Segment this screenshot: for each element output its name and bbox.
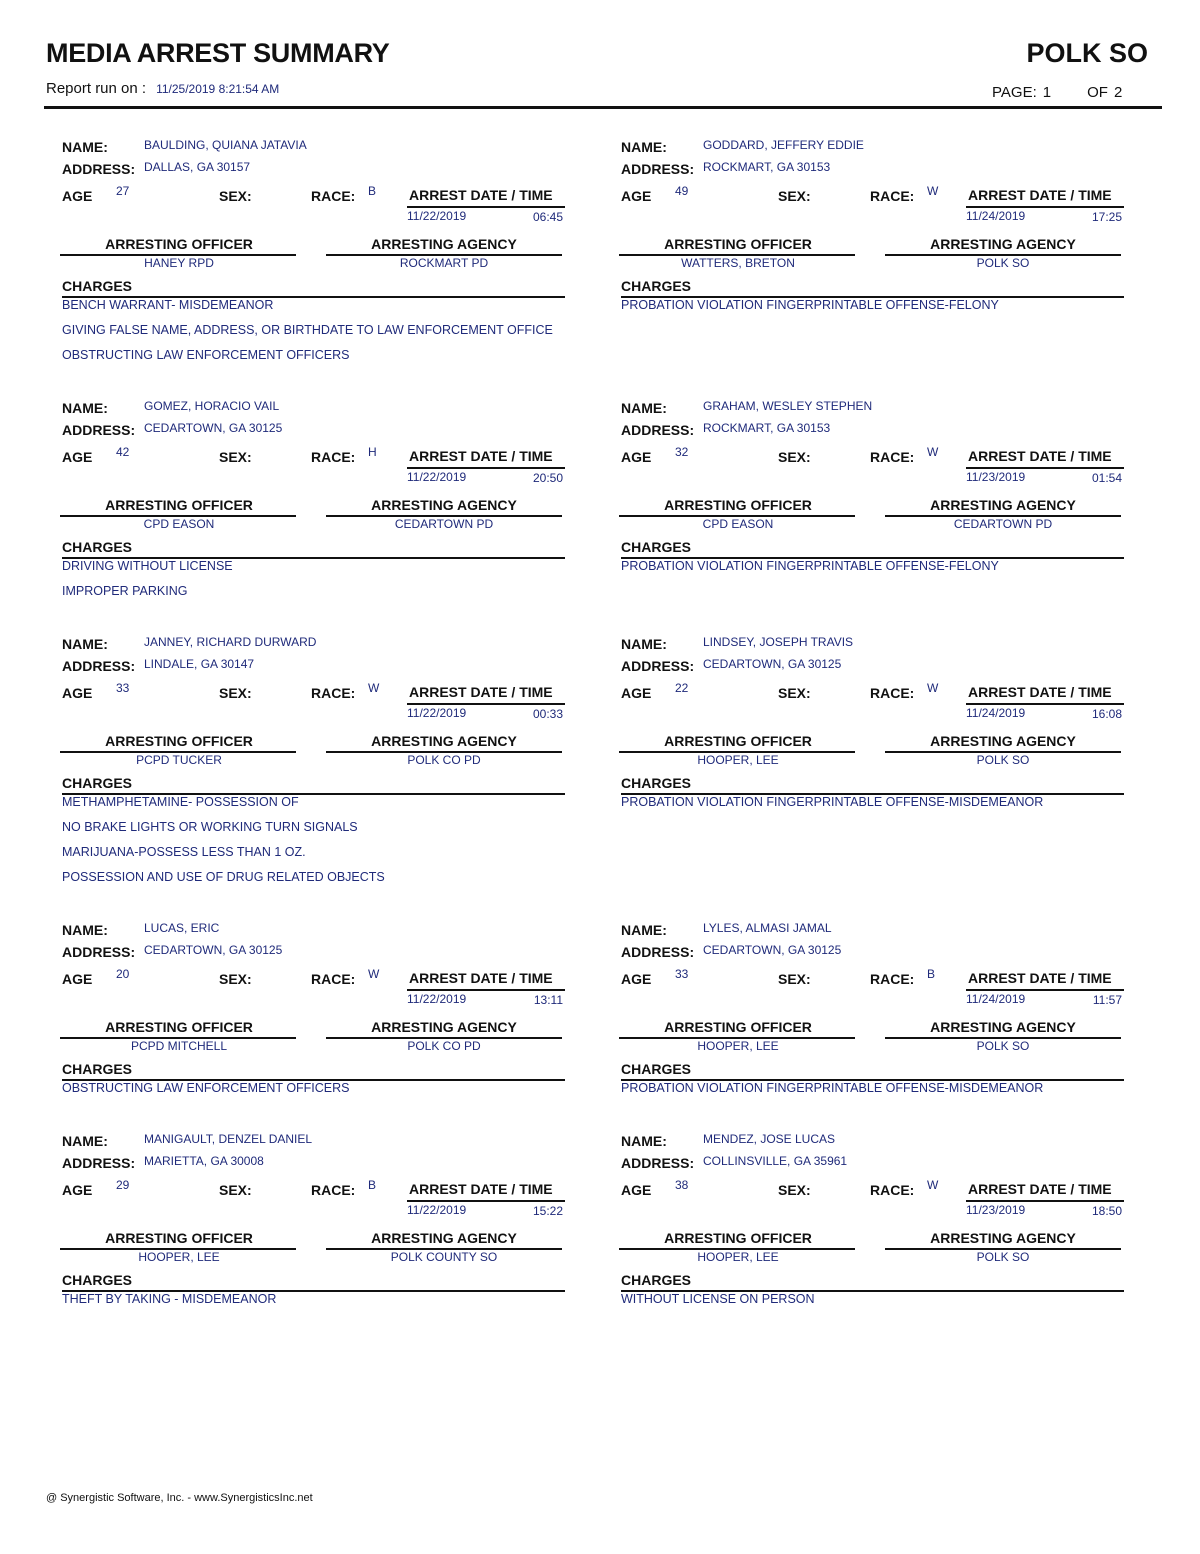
arrest-datetime-label: ARREST DATE / TIME [409, 970, 553, 986]
datetime-underline [966, 989, 1124, 991]
race-label: RACE: [311, 1182, 356, 1198]
arrestee-address: DALLAS, GA 30157 [144, 160, 251, 174]
arrest-time: 11:57 [1092, 993, 1122, 1007]
of-label: OF [1087, 84, 1108, 101]
arrestee-name: BAULDING, QUIANA JATAVIA [144, 138, 307, 152]
agency-label: ARRESTING AGENCY [371, 236, 517, 252]
arresting-agency: CEDARTOWN PD [394, 517, 494, 531]
arrestee-race: W [368, 967, 380, 981]
charges-label: CHARGES [62, 278, 133, 294]
arresting-agency: POLK COUNTY SO [390, 1250, 498, 1264]
charge-item: GIVING FALSE NAME, ADDRESS, OR BIRTHDATE TO LAW ENFORCEMENT OFFICE [62, 323, 553, 337]
arrest-time: 17:25 [1091, 210, 1122, 224]
arrestee-race: W [927, 1178, 939, 1192]
charge-item: PROBATION VIOLATION FINGERPRINTABLE OFFENSE-MISDEMEANOR [621, 1081, 1044, 1095]
charge-item: POSSESSION AND USE OF DRUG RELATED OBJECTS [62, 870, 385, 884]
arrestee-address: CEDARTOWN, GA 30125 [703, 943, 842, 957]
datetime-underline [966, 467, 1124, 469]
arresting-officer: CPD EASON [143, 517, 215, 531]
arresting-agency: CEDARTOWN PD [953, 517, 1053, 531]
address-label: ADDRESS: [621, 422, 695, 438]
officer-label: ARRESTING OFFICER [664, 1019, 812, 1035]
datetime-underline [407, 467, 565, 469]
charge-item: WITHOUT LICENSE ON PERSON [621, 1292, 815, 1306]
arrestee-address: ROCKMART, GA 30153 [703, 160, 831, 174]
arrest-datetime-label: ARREST DATE / TIME [968, 187, 1112, 203]
arrest-record [62, 131, 572, 362]
age-label: AGE [62, 1182, 93, 1198]
arrest-time: 15:22 [532, 1204, 563, 1218]
age-label: AGE [62, 971, 93, 987]
arrestee-address: CEDARTOWN, GA 30125 [703, 657, 842, 671]
sex-label: SEX: [778, 971, 811, 987]
agency-label: ARRESTING AGENCY [371, 733, 517, 749]
arrest-record [621, 392, 1131, 582]
arrestee-age: 33 [675, 967, 689, 981]
age-label: AGE [62, 188, 93, 204]
agency-label: ARRESTING AGENCY [371, 1019, 517, 1035]
age-label: AGE [62, 449, 93, 465]
address-label: ADDRESS: [62, 1155, 136, 1171]
datetime-underline [407, 703, 565, 705]
arresting-officer: HOOPER, LEE [697, 1039, 779, 1053]
address-label: ADDRESS: [62, 944, 136, 960]
charges-label: CHARGES [621, 1061, 692, 1077]
arresting-officer: WATTERS, BRETON [681, 256, 795, 270]
sex-label: SEX: [219, 1182, 252, 1198]
arrestee-age: 20 [116, 967, 130, 981]
charge-item: OBSTRUCTING LAW ENFORCEMENT OFFICERS [62, 348, 350, 362]
report-run-value: 11/25/2019 8:21:54 AM [156, 82, 280, 96]
arrestee-address: ROCKMART, GA 30153 [703, 421, 831, 435]
arrestee-age: 29 [116, 1178, 130, 1192]
arrest-record [621, 131, 1131, 321]
charge-item: MARIJUANA-POSSESS LESS THAN 1 OZ. [62, 845, 306, 859]
arresting-agency: POLK SO [976, 753, 1030, 767]
race-label: RACE: [870, 188, 915, 204]
arrest-time: 06:45 [532, 210, 563, 224]
arrest-datetime-label: ARREST DATE / TIME [409, 187, 553, 203]
report-run-label: Report run on : [46, 80, 147, 97]
name-label: NAME: [62, 1133, 108, 1149]
arrest-datetime-label: ARREST DATE / TIME [968, 970, 1112, 986]
arrestee-race: W [927, 184, 939, 198]
page-indicator [992, 84, 1128, 101]
arrestee-race: B [368, 1178, 377, 1192]
arrest-date: 11/23/2019 [966, 470, 1026, 484]
sex-label: SEX: [219, 188, 252, 204]
agency-label: ARRESTING AGENCY [930, 497, 1076, 513]
footer-credit: @ Synergistic Software, Inc. - www.SynergisticsInc.net [46, 1492, 313, 1504]
arrest-time: 01:54 [1091, 471, 1122, 485]
arresting-agency: POLK CO PD [407, 753, 481, 767]
arrest-record [621, 628, 1131, 818]
charge-item: IMPROPER PARKING [62, 584, 188, 598]
charges-label: CHARGES [62, 775, 133, 791]
charges-label: CHARGES [621, 539, 692, 555]
officer-label: ARRESTING OFFICER [105, 1019, 253, 1035]
arresting-officer: HANEY RPD [144, 256, 214, 270]
charge-item: THEFT BY TAKING - MISDEMEANOR [62, 1292, 277, 1306]
arrestee-race: B [927, 967, 936, 981]
name-label: NAME: [62, 400, 108, 416]
agency-label: ARRESTING AGENCY [371, 497, 517, 513]
name-label: NAME: [62, 636, 108, 652]
arrest-datetime-label: ARREST DATE / TIME [409, 684, 553, 700]
arrestee-name: JANNEY, RICHARD DURWARD [144, 635, 317, 649]
arrest-date: 11/24/2019 [966, 209, 1026, 223]
race-label: RACE: [311, 971, 356, 987]
charge-item: NO BRAKE LIGHTS OR WORKING TURN SIGNALS [62, 820, 358, 834]
datetime-underline [966, 1200, 1124, 1202]
address-label: ADDRESS: [621, 161, 695, 177]
arrestee-race: W [927, 445, 939, 459]
arresting-agency: POLK SO [976, 256, 1030, 270]
arrest-datetime-label: ARREST DATE / TIME [968, 448, 1112, 464]
arresting-agency: POLK CO PD [407, 1039, 481, 1053]
agency-label: ARRESTING AGENCY [930, 1230, 1076, 1246]
arrest-date: 11/22/2019 [407, 992, 467, 1006]
arresting-officer: PCPD TUCKER [136, 753, 222, 767]
charge-item: PROBATION VIOLATION FINGERPRINTABLE OFFENSE-MISDEMEANOR [621, 795, 1044, 809]
race-label: RACE: [311, 449, 356, 465]
charge-item: PROBATION VIOLATION FINGERPRINTABLE OFFENSE-FELONY [621, 298, 999, 312]
officer-label: ARRESTING OFFICER [105, 497, 253, 513]
arrestee-address: LINDALE, GA 30147 [144, 657, 255, 671]
sex-label: SEX: [778, 188, 811, 204]
page-total: 2 [1113, 84, 1123, 101]
name-label: NAME: [62, 922, 108, 938]
arrestee-race: W [927, 681, 939, 695]
arresting-agency: POLK SO [976, 1039, 1030, 1053]
arrestee-name: GOMEZ, HORACIO VAIL [144, 399, 280, 413]
charges-label: CHARGES [62, 1061, 133, 1077]
datetime-underline [966, 703, 1124, 705]
agency-header: POLK SO [1026, 38, 1148, 68]
arrestee-age: 33 [116, 681, 130, 695]
arrest-datetime-label: ARREST DATE / TIME [968, 684, 1112, 700]
address-label: ADDRESS: [62, 422, 136, 438]
charge-item: PROBATION VIOLATION FINGERPRINTABLE OFFENSE-FELONY [621, 559, 999, 573]
arrest-datetime-label: ARREST DATE / TIME [409, 448, 553, 464]
sex-label: SEX: [778, 685, 811, 701]
arrest-datetime-label: ARREST DATE / TIME [968, 1181, 1112, 1197]
arrestee-name: LINDSEY, JOSEPH TRAVIS [703, 635, 854, 649]
arrestee-name: MANIGAULT, DENZEL DANIEL [144, 1132, 313, 1146]
name-label: NAME: [621, 139, 667, 155]
datetime-underline [407, 1200, 565, 1202]
address-label: ADDRESS: [621, 658, 695, 674]
arrestee-name: GRAHAM, WESLEY STEPHEN [703, 399, 873, 413]
race-label: RACE: [311, 188, 356, 204]
arrestee-age: 22 [675, 681, 689, 695]
arresting-officer: HOOPER, LEE [138, 1250, 220, 1264]
address-label: ADDRESS: [621, 944, 695, 960]
arrest-date: 11/24/2019 [966, 706, 1026, 720]
agency-label: ARRESTING AGENCY [930, 236, 1076, 252]
arrest-time: 16:08 [1091, 707, 1122, 721]
race-label: RACE: [870, 449, 915, 465]
officer-label: ARRESTING OFFICER [105, 1230, 253, 1246]
datetime-underline [966, 206, 1124, 208]
arrestee-age: 42 [116, 445, 130, 459]
arrest-record [62, 914, 572, 1104]
report-title: MEDIA ARREST SUMMARY [46, 38, 390, 68]
arrest-record [621, 914, 1131, 1104]
arresting-officer: HOOPER, LEE [697, 753, 779, 767]
name-label: NAME: [621, 636, 667, 652]
arrest-date: 11/24/2019 [966, 992, 1026, 1006]
charges-label: CHARGES [62, 1272, 133, 1288]
age-label: AGE [621, 1182, 652, 1198]
arrest-date: 11/22/2019 [407, 209, 467, 223]
arresting-officer: PCPD MITCHELL [130, 1039, 228, 1053]
header-rule [44, 106, 1162, 109]
datetime-underline [407, 989, 565, 991]
race-label: RACE: [870, 971, 915, 987]
arrestee-address: CEDARTOWN, GA 30125 [144, 943, 283, 957]
arrest-date: 11/22/2019 [407, 1203, 467, 1217]
name-label: NAME: [621, 400, 667, 416]
arrestee-address: MARIETTA, GA 30008 [144, 1154, 264, 1168]
address-label: ADDRESS: [62, 161, 136, 177]
name-label: NAME: [62, 139, 108, 155]
address-label: ADDRESS: [621, 1155, 695, 1171]
charges-label: CHARGES [62, 539, 133, 555]
arresting-officer: HOOPER, LEE [697, 1250, 779, 1264]
arrest-record [62, 1125, 572, 1315]
page-label: PAGE: [992, 84, 1037, 101]
arrest-datetime-label: ARREST DATE / TIME [409, 1181, 553, 1197]
arrest-date: 11/23/2019 [966, 1203, 1026, 1217]
arrestee-address: CEDARTOWN, GA 30125 [144, 421, 283, 435]
sex-label: SEX: [778, 1182, 811, 1198]
charges-label: CHARGES [621, 278, 692, 294]
arrestee-age: 38 [675, 1178, 689, 1192]
officer-label: ARRESTING OFFICER [105, 236, 253, 252]
charge-item: BENCH WARRANT- MISDEMEANOR [62, 298, 274, 312]
agency-label: ARRESTING AGENCY [371, 1230, 517, 1246]
arrestee-age: 27 [116, 184, 130, 198]
arrestee-name: GODDARD, JEFFERY EDDIE [703, 138, 864, 152]
name-label: NAME: [621, 1133, 667, 1149]
officer-label: ARRESTING OFFICER [664, 236, 812, 252]
address-label: ADDRESS: [62, 658, 136, 674]
agency-label: ARRESTING AGENCY [930, 1019, 1076, 1035]
name-label: NAME: [621, 922, 667, 938]
age-label: AGE [621, 449, 652, 465]
arrest-time: 18:50 [1091, 1204, 1122, 1218]
page-number: 1 [1042, 84, 1052, 101]
charges-label: CHARGES [621, 775, 692, 791]
report-run-line [46, 80, 279, 97]
officer-label: ARRESTING OFFICER [664, 1230, 812, 1246]
arrestee-age: 49 [675, 184, 689, 198]
sex-label: SEX: [219, 971, 252, 987]
arrestee-race: B [368, 184, 377, 198]
arrest-record [62, 628, 572, 884]
arrestee-age: 32 [675, 445, 689, 459]
sex-label: SEX: [778, 449, 811, 465]
race-label: RACE: [311, 685, 356, 701]
officer-label: ARRESTING OFFICER [105, 733, 253, 749]
arrest-record [62, 392, 572, 598]
arrestee-race: W [368, 681, 380, 695]
age-label: AGE [62, 685, 93, 701]
arrestee-name: MENDEZ, JOSE LUCAS [703, 1132, 836, 1146]
arrest-record [621, 1125, 1131, 1315]
officer-label: ARRESTING OFFICER [664, 497, 812, 513]
age-label: AGE [621, 685, 652, 701]
race-label: RACE: [870, 685, 915, 701]
arresting-officer: CPD EASON [702, 517, 774, 531]
charge-item: OBSTRUCTING LAW ENFORCEMENT OFFICERS [62, 1081, 350, 1095]
arresting-agency: POLK SO [976, 1250, 1030, 1264]
arrestee-address: COLLINSVILLE, GA 35961 [703, 1154, 848, 1168]
arrest-date: 11/22/2019 [407, 470, 467, 484]
age-label: AGE [621, 971, 652, 987]
arrest-date: 11/22/2019 [407, 706, 467, 720]
arrest-time: 13:11 [533, 993, 563, 1007]
arresting-agency: ROCKMART PD [399, 256, 489, 270]
race-label: RACE: [870, 1182, 915, 1198]
charges-label: CHARGES [621, 1272, 692, 1288]
agency-label: ARRESTING AGENCY [930, 733, 1076, 749]
sex-label: SEX: [219, 685, 252, 701]
arrestee-name: LYLES, ALMASI JAMAL [703, 921, 832, 935]
arrestee-name: LUCAS, ERIC [144, 921, 220, 935]
charge-item: DRIVING WITHOUT LICENSE [62, 559, 233, 573]
age-label: AGE [621, 188, 652, 204]
arrest-time: 20:50 [532, 471, 563, 485]
arrestee-race: H [368, 445, 377, 459]
officer-label: ARRESTING OFFICER [664, 733, 812, 749]
charge-item: METHAMPHETAMINE- POSSESSION OF [62, 795, 299, 809]
datetime-underline [407, 206, 565, 208]
sex-label: SEX: [219, 449, 252, 465]
arrest-time: 00:33 [532, 707, 563, 721]
